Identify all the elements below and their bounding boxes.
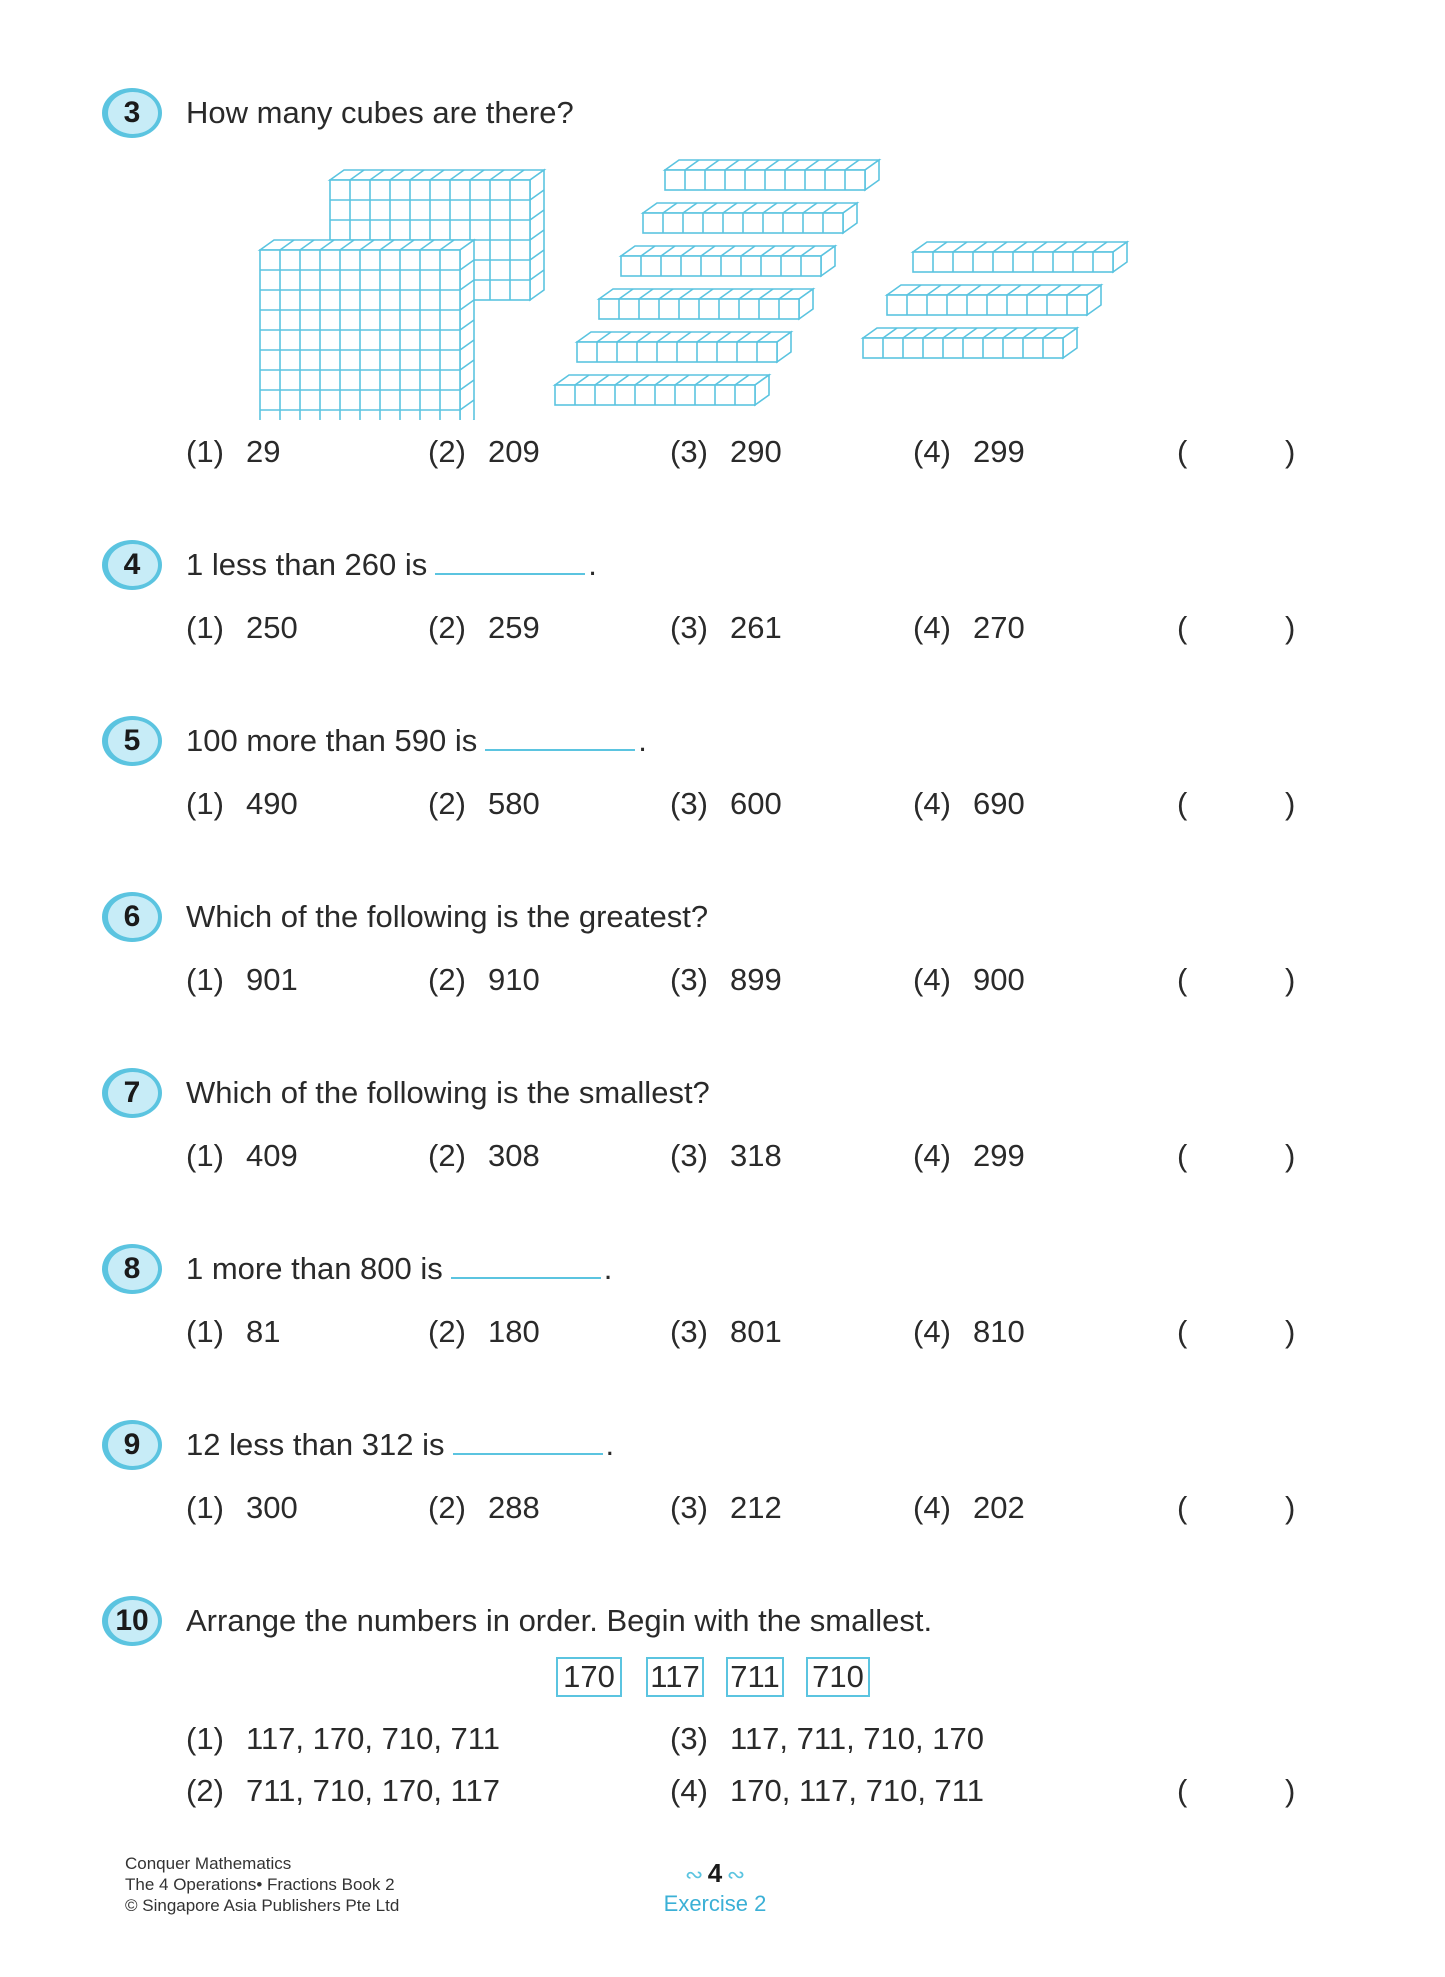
question-number-badge: 10: [100, 1594, 164, 1648]
option-4[interactable]: (4) 810: [913, 1314, 1025, 1349]
option-2[interactable]: (2) 580: [428, 786, 540, 821]
option-1[interactable]: (1) 250: [186, 610, 298, 645]
answer-bracket-close[interactable]: ): [1285, 962, 1296, 997]
answer-bracket-close[interactable]: ): [1285, 610, 1296, 645]
ten-rod: [863, 328, 1077, 358]
answer-blank[interactable]: [485, 723, 635, 751]
ten-rod: [599, 289, 813, 319]
option-2[interactable]: (2) 180: [428, 1314, 540, 1349]
cube-blocks: [260, 160, 1127, 420]
answer-blank[interactable]: [435, 547, 585, 575]
question-text: How many cubes are there?: [186, 95, 574, 130]
answer-bracket-close[interactable]: ): [1285, 1138, 1296, 1173]
question-text: Which of the following is the smallest?: [186, 1075, 710, 1110]
option-1[interactable]: (1) 81: [186, 1314, 281, 1349]
book-series: Conquer Mathematics: [125, 1854, 292, 1873]
question-number-badge: 4: [100, 538, 164, 592]
option-3[interactable]: (3) 212: [670, 1490, 782, 1525]
option-4[interactable]: (4) 270: [913, 610, 1025, 645]
option-1[interactable]: (1) 490: [186, 786, 298, 821]
number-card: 170: [556, 1657, 622, 1697]
option-3[interactable]: (3) 600: [670, 786, 782, 821]
option-4[interactable]: (4) 900: [913, 962, 1025, 997]
question-text: Which of the following is the greatest?: [186, 899, 709, 934]
question-number-badge: 5: [100, 714, 164, 768]
question-text: 1 less than 260 is .: [186, 547, 597, 582]
option-3[interactable]: (3) 801: [670, 1314, 782, 1349]
exercise-label: Exercise 2: [663, 1891, 767, 1916]
option-4[interactable]: (4) 299: [913, 1138, 1025, 1173]
copyright: © Singapore Asia Publishers Pte Ltd: [125, 1896, 400, 1915]
option-3[interactable]: (3) 899: [670, 962, 782, 997]
answer-bracket-close[interactable]: ): [1285, 434, 1296, 469]
page-number: 4: [707, 1858, 723, 1888]
ornament-left-icon: ∾: [684, 1862, 704, 1887]
answer-bracket-close[interactable]: ): [1285, 1490, 1296, 1525]
option-2[interactable]: (2) 711, 710, 170, 117: [186, 1773, 500, 1808]
number-card: 117: [646, 1657, 704, 1697]
question-text: 100 more than 590 is .: [186, 723, 647, 758]
option-4[interactable]: (4) 202: [913, 1490, 1025, 1525]
question-text: 12 less than 312 is .: [186, 1427, 615, 1462]
option-2[interactable]: (2) 910: [428, 962, 540, 997]
answer-bracket-open[interactable]: (: [1177, 1138, 1188, 1173]
question-text: 1 more than 800 is .: [186, 1251, 613, 1286]
book-title: The 4 Operations• Fractions Book 2: [125, 1875, 395, 1894]
option-1[interactable]: (1) 29: [186, 434, 281, 469]
option-3[interactable]: (3) 261: [670, 610, 782, 645]
question-text: Arrange the numbers in order. Begin with the smallest.: [186, 1603, 933, 1638]
option-1[interactable]: (1) 409: [186, 1138, 298, 1173]
ten-rod: [665, 160, 879, 190]
ten-rod: [887, 285, 1101, 315]
option-4[interactable]: (4) 170, 117, 710, 711: [670, 1773, 984, 1808]
question-number-badge: 9: [100, 1418, 164, 1472]
answer-bracket-close[interactable]: ): [1285, 1773, 1296, 1808]
answer-blank[interactable]: [453, 1427, 603, 1455]
option-2[interactable]: (2) 288: [428, 1490, 540, 1525]
publisher-info: [125, 1853, 399, 1916]
answer-bracket-open[interactable]: (: [1177, 786, 1188, 821]
option-4[interactable]: (4) 690: [913, 786, 1025, 821]
answer-bracket-open[interactable]: (: [1177, 610, 1188, 645]
ten-rod: [913, 242, 1127, 272]
ten-rod: [643, 203, 857, 233]
base-ten-blocks-illustration: [250, 150, 1190, 420]
option-3[interactable]: (3) 318: [670, 1138, 782, 1173]
ten-rod: [621, 246, 835, 276]
hundred-flat: [260, 240, 474, 420]
number-card: 710: [806, 1657, 870, 1697]
option-1[interactable]: (1) 117, 170, 710, 711: [186, 1721, 500, 1756]
answer-bracket-open[interactable]: (: [1177, 962, 1188, 997]
answer-bracket-open[interactable]: (: [1177, 1314, 1188, 1349]
question-number-badge: 3: [100, 86, 164, 140]
answer-bracket-close[interactable]: ): [1285, 1314, 1296, 1349]
answer-blank[interactable]: [451, 1251, 601, 1279]
option-1[interactable]: (1) 300: [186, 1490, 298, 1525]
ten-rod: [555, 375, 769, 405]
option-2[interactable]: (2) 209: [428, 434, 540, 469]
page-indicator: [600, 1858, 830, 1917]
option-1[interactable]: (1) 901: [186, 962, 298, 997]
ten-rod: [577, 332, 791, 362]
answer-bracket-open[interactable]: (: [1177, 1490, 1188, 1525]
answer-bracket-open[interactable]: (: [1177, 1773, 1188, 1808]
option-2[interactable]: (2) 259: [428, 610, 540, 645]
option-2[interactable]: (2) 308: [428, 1138, 540, 1173]
answer-bracket-close[interactable]: ): [1285, 786, 1296, 821]
question-number-badge: 7: [100, 1066, 164, 1120]
answer-bracket-open[interactable]: (: [1177, 434, 1188, 469]
question-number-badge: 8: [100, 1242, 164, 1296]
option-3[interactable]: (3) 117, 711, 710, 170: [670, 1721, 984, 1756]
question-number-badge: 6: [100, 890, 164, 944]
option-3[interactable]: (3) 290: [670, 434, 782, 469]
number-card: 711: [726, 1657, 784, 1697]
option-4[interactable]: (4) 299: [913, 434, 1025, 469]
ornament-right-icon: ∾: [726, 1862, 746, 1887]
